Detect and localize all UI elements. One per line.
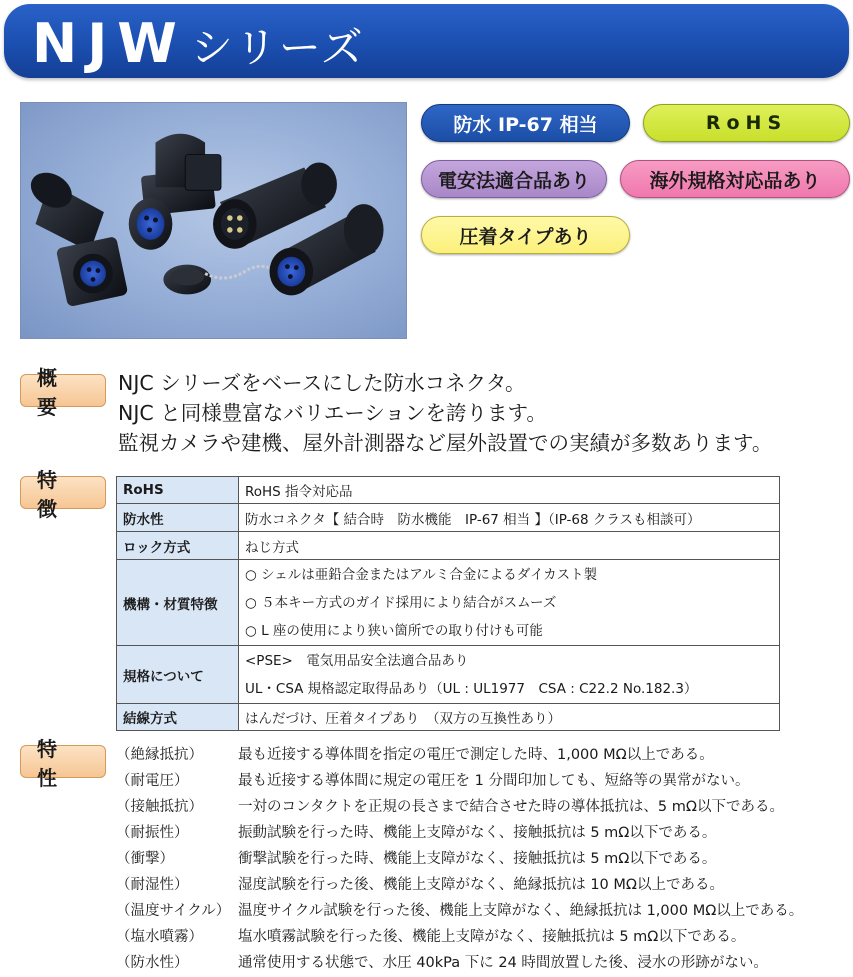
feature-value: RoHS 指令対応品 [239, 477, 780, 504]
char-value: 衝撃試験を行った時、機能上支障がなく、接触抵抗は 5 mΩ以下である。 [238, 850, 717, 867]
characteristics-list [116, 740, 803, 975]
features-label: 特徴 [20, 476, 106, 509]
table-row [117, 560, 780, 646]
table-row [117, 532, 780, 560]
overview-line: NJC シリーズをベースにした防水コネクタ。 [118, 371, 526, 395]
list-item [116, 949, 803, 975]
series-code: NJW [32, 12, 187, 75]
product-photo [20, 102, 407, 339]
features-table [116, 476, 780, 731]
feature-value [239, 560, 780, 646]
badge-pse: 電安法適合品あり [421, 160, 607, 198]
feature-key: 防水性 [117, 504, 239, 532]
feature-line: ○ ５本キー方式のガイド採用により結合がスムーズ [245, 594, 557, 611]
char-value: 通常使用する状態で、水圧 40kPa 下に 24 時間放置した後、浸水の形跡がない。 [238, 955, 768, 972]
list-item [116, 844, 803, 870]
char-key: （塩水噴霧） [116, 929, 203, 946]
list-item [116, 766, 803, 792]
feature-value: ねじ方式 [239, 532, 780, 560]
feature-key: RoHS [117, 477, 239, 504]
char-value: 振動試験を行った時、機能上支障がなく、接触抵抗は 5 mΩ以下である。 [238, 824, 717, 841]
feature-key: 機構・材質特徴 [117, 560, 239, 646]
list-item [116, 740, 803, 766]
char-value: 最も近接する導体間を指定の電圧で測定した時、1,000 MΩ以上である。 [238, 746, 714, 763]
series-suffix: シリーズ [190, 23, 365, 72]
overview-line: 監視カメラや建機、屋外計測器など屋外設置での実績が多数あります。 [118, 431, 773, 455]
page-title [32, 12, 365, 75]
char-value: 塩水噴霧試験を行った後、機能上支障がなく、接触抵抗は 5 mΩ以下である。 [238, 929, 746, 946]
char-value: 最も近接する導体間に規定の電圧を 1 分間印加しても、短絡等の異常がない。 [238, 772, 750, 789]
list-item [116, 792, 803, 818]
char-key: （防水性） [116, 955, 189, 972]
feature-line: ○ シェルは亜鉛合金またはアルミ合金によるダイカスト製 [245, 566, 598, 583]
feature-value [239, 646, 780, 704]
table-row [117, 646, 780, 704]
connector-illustration [21, 103, 406, 338]
list-item [116, 923, 803, 949]
list-item [116, 818, 803, 844]
table-row [117, 704, 780, 731]
characteristics-label: 特性 [20, 745, 106, 778]
badge-waterproof: 防水 IP-67 相当 [421, 104, 630, 142]
list-item [116, 870, 803, 896]
char-key: （温度サイクル） [116, 903, 231, 920]
table-row [117, 504, 780, 532]
overview-text [118, 368, 772, 458]
char-value: 温度サイクル試験を行った後、機能上支障がなく、絶縁抵抗は 1,000 MΩ以上である。 [238, 903, 804, 920]
char-key: （耐電圧） [116, 772, 189, 789]
flange-receptacle [56, 236, 129, 307]
feature-line: <PSE> 電気用品安全法適合品あり [245, 652, 469, 669]
feature-value: 防水コネクタ【 結合時 防水機能 IP-67 相当 】（IP-68 クラスも相談可） [239, 504, 780, 532]
char-key: （絶縁抵抗） [116, 746, 203, 763]
cap-with-chain [163, 265, 268, 295]
table-row [117, 477, 780, 504]
badge-crimp: 圧着タイプあり [421, 216, 630, 254]
char-key: （耐湿性） [116, 877, 189, 894]
overview-line: NJC と同様豊富なバリエーションを誇ります。 [118, 401, 547, 425]
badge-rohs: RoHS [643, 104, 850, 142]
overview-label: 概要 [20, 374, 106, 407]
feature-key: 結線方式 [117, 704, 239, 731]
char-key: （接触抵抗） [116, 798, 203, 815]
badge-international: 海外規格対応品あり [620, 160, 850, 198]
series-header [4, 4, 849, 78]
feature-line: ○ L 座の使用により狭い箇所での取り付けも可能 [245, 622, 543, 639]
feature-key: 規格について [117, 646, 239, 704]
feature-line: UL・CSA 規格認定取得品あり（UL : UL1977 CSA : C22.2 No.182.3） [245, 680, 698, 697]
char-key: （耐振性） [116, 824, 189, 841]
char-value: 一対のコンタクトを正規の長さまで結合させた時の導体抵抗は、5 mΩ以下である。 [238, 798, 784, 815]
feature-value: はんだづけ、圧着タイプあり （双方の互換性あり） [239, 704, 780, 731]
char-value: 湿度試験を行った後、機能上支障がなく、絶縁抵抗は 10 MΩ以上である。 [238, 877, 724, 894]
char-key: （衝撃） [116, 850, 174, 867]
list-item [116, 897, 803, 923]
feature-key: ロック方式 [117, 532, 239, 560]
